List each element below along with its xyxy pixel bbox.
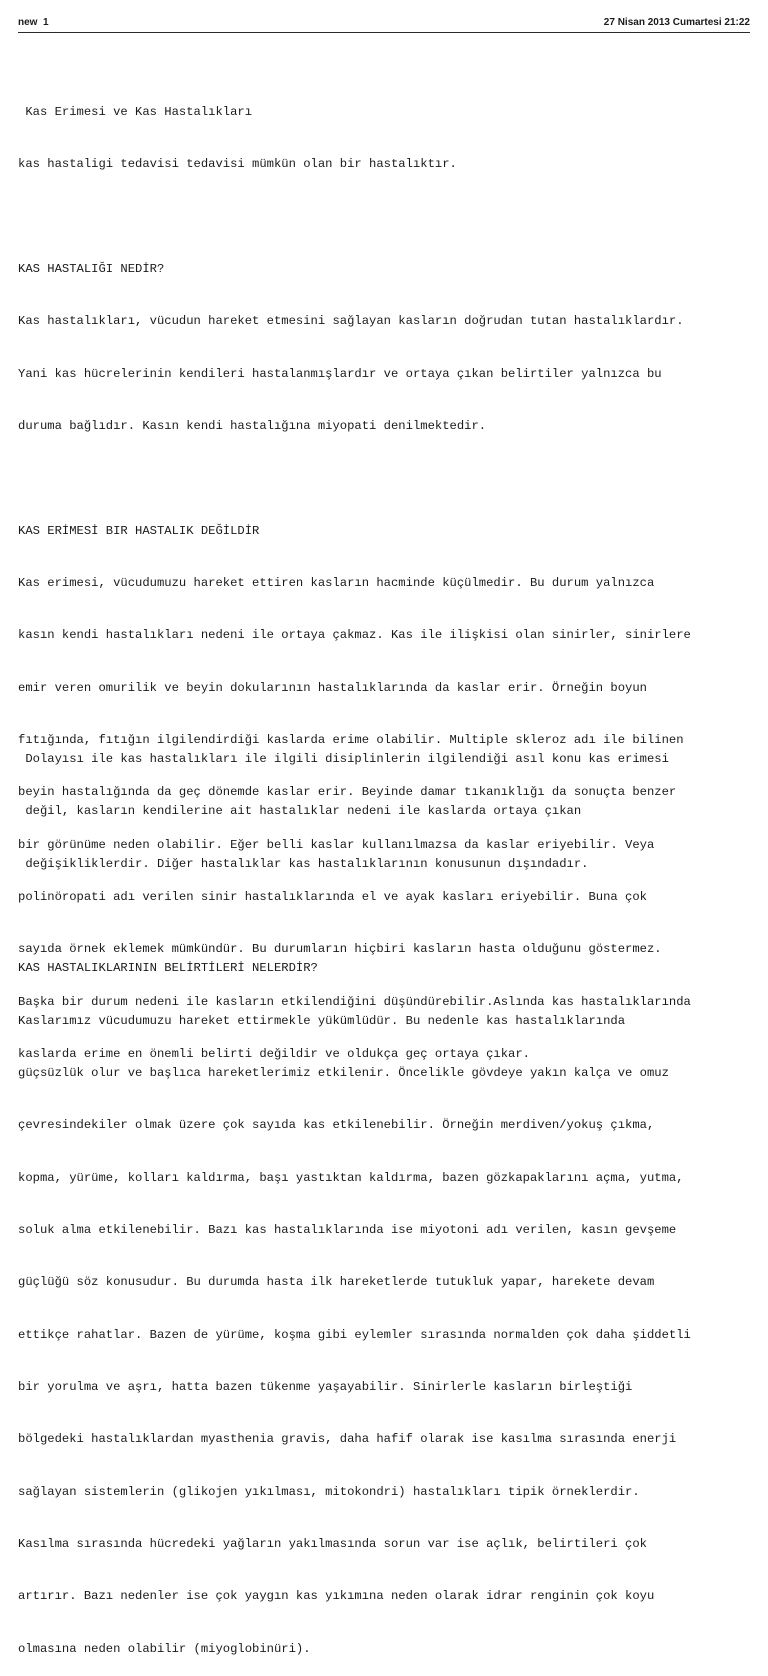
blank-line xyxy=(18,209,758,226)
paragraph-line: duruma bağlıdır. Kasın kendi hastalığına miyopati denilmektedir. xyxy=(18,418,487,433)
paragraph-line: bölgedeki hastalıklardan myasthenia gravis, daha hafif olarak ise kasılma sırasında enerji xyxy=(18,1432,677,1447)
paragraph-line: artırır. Bazı nedenler ise çok yaygın kas yıkımına neden olarak idrar renginin çok koyu xyxy=(18,1589,655,1604)
document-section-2 xyxy=(18,716,758,1676)
paragraph-line: olmasına neden olabilir (miyoglobinüri). xyxy=(18,1641,311,1656)
paragraph-line: Başka bir durum nedeni ile kasların etkilendiğini düşündürebilir.Aslında kas hastalıklarında xyxy=(18,994,691,1009)
page-header xyxy=(18,15,750,33)
paragraph-line: çevresindekiler olmak üzere çok sayıda kas etkilenebilir. Örneğin merdiven/yokuş çıkma, xyxy=(18,1118,655,1133)
paragraph-line: güçsüzlük olur ve başlıca hareketlerimiz etkilenir. Öncelikle gövdeye yakın kalça ve omuz xyxy=(18,1065,669,1080)
print-date: 27 Nisan 2013 Cumartesi 21:22 xyxy=(603,17,750,28)
paragraph-line: değil, kasların kendilerine ait hastalıklar nedeni ile kaslarda ortaya çıkan xyxy=(18,804,582,819)
paragraph-line: polinöropati adı verilen sinir hastalıklarında el ve ayak kasları eriyebilir. Buna çok xyxy=(18,890,647,905)
file-name: new 1 xyxy=(18,17,49,28)
paragraph-line: soluk alma etkilenebilir. Bazı kas hastalıklarında ise miyotoni adı verilen, kasın gevşeme xyxy=(18,1223,677,1237)
paragraph-line: sayıda örnek eklemek mümkündür. Bu durumların hiçbiri kasların hasta olduğunu göstermez. xyxy=(18,942,662,957)
paragraph-line: güçlüğü söz konusudur. Bu durumda hasta ilk hareketlerde tutukluk yapar, harekete devam xyxy=(18,1275,655,1290)
paragraph-line: Kasılma sırasında hücredeki yağların yakılmasında sorun var ise açlık, belirtileri çok xyxy=(18,1537,647,1552)
blank-line xyxy=(18,908,758,925)
blank-line xyxy=(18,470,758,487)
paragraph-line: bir görünüme neden olabilir. Eğer belli kaslar kullanılmazsa da kaslar eriyebilir. Veya xyxy=(18,837,655,852)
intro-line: kas hastaligi tedavisi tedavisi mümkün olan bir hastalıktır. xyxy=(18,157,457,172)
paragraph-line: kaslarda erime en önemli belirti değildir ve oldukça geç ortaya çıkar. xyxy=(18,1047,530,1062)
section-heading: KAS ERİMESİ BIR HASTALIK DEĞİLDİR xyxy=(18,523,260,538)
paragraph-line: Dolayısı ile kas hastalıkları ile ilgili disiplinlerin ilgilendiği asıl konu kas erimesi xyxy=(18,751,669,766)
paragraph-line: fıtığında, fıtığın ilgilendirdiği kaslarda erime olabilir. Multiple skleroz adı ile bilinen xyxy=(18,733,684,748)
paragraph-line: Kas erimesi, vücudumuzu hareket ettiren kasların hacminde küçülmedir. Bu durum yalnızca xyxy=(18,576,655,590)
paragraph-line: kasın kendi hastalıkları nedeni ile ortaya çakmaz. Kas ile ilişkisi olan sinirler, sinirlere xyxy=(18,628,691,643)
section-heading: KAS HASTALIKLARININ BELİRTİLERİ NELERDİR? xyxy=(18,961,318,976)
paragraph-line: Kaslarımız vücudumuzu hareket ettirmekle yükümlüdür. Bu nedenle kas hastalıklarında xyxy=(18,1013,626,1028)
paragraph-line: değişikliklerdir. Diğer hastalıklar kas hastalıklarının konusunun dışındadır. xyxy=(18,856,589,871)
paragraph-line: beyin hastalığında da geç dönemde kaslar erir. Beyinde damar tıkanıklığı da sonuçta benzer xyxy=(18,785,677,800)
paragraph-line: bir yorulma ve aşrı, hatta bazen tükenme yaşayabilir. Sinirlerle kasların birleştiği xyxy=(18,1380,633,1395)
paragraph-line: kopma, yürüme, kolları kaldırma, başı yastıktan kaldırma, bazen gözkapaklarını açma, yutma, xyxy=(18,1170,684,1185)
paragraph-line: sağlayan sistemlerin (glikojen yıkılması, mitokondri) hastalıkları tipik örneklerdir. xyxy=(18,1484,640,1499)
paragraph-line: emir veren omurilik ve beyin dokularının hastalıklarında da kaslar erir. Örneğin boyun xyxy=(18,680,647,695)
paragraph-line: Yani kas hücrelerinin kendileri hastalanmışlardır ve ortaya çıkan belirtiler yalnızca bu xyxy=(18,366,662,381)
document-title: Kas Erimesi ve Kas Hastalıkları xyxy=(18,104,253,119)
section-heading: KAS HASTALIĞI NEDİR? xyxy=(18,261,165,276)
paragraph-line: ettikçe rahatlar. Bazen de yürüme, koşma gibi eylemler sırasında normalden çok daha şiddetli xyxy=(18,1327,691,1342)
paragraph-line: Kas hastalıkları, vücudun hareket etmesini sağlayan kasların doğrudan tutan hastalıklardır. xyxy=(18,314,684,329)
